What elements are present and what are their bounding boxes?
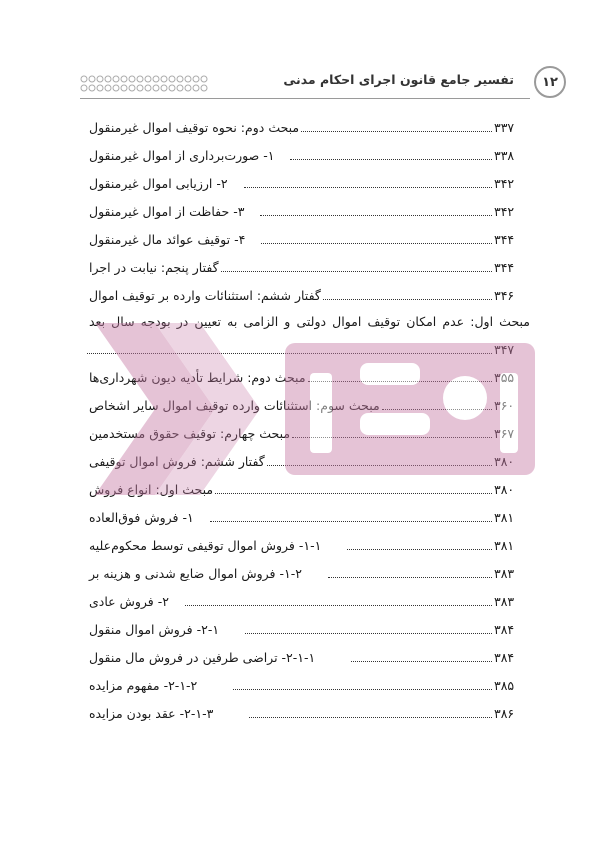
header-divider	[80, 98, 530, 99]
toc-row[interactable]	[85, 642, 530, 670]
toc-row[interactable]	[85, 446, 530, 474]
toc-title: مبحث اول: عدم امکان توقیف اموال دولتی و الزامی به تعیین در بودجه سال بعد	[89, 314, 530, 329]
table-of-contents	[85, 112, 530, 726]
toc-row[interactable]	[85, 196, 530, 224]
toc-title: مبحث دوم: شرایط تأدیه دیون شهرداری‌ها	[89, 370, 306, 385]
toc-page: ۳۶۷	[494, 426, 515, 441]
toc-page: ۳۴۴	[494, 260, 515, 275]
toc-row[interactable]	[85, 362, 530, 390]
toc-row[interactable]	[85, 530, 530, 558]
toc-leader	[244, 186, 492, 188]
toc-title: ۲-۱-۲- مفهوم مزایده	[89, 678, 198, 693]
toc-title: گفتار پنجم: نیابت در اجرا	[89, 260, 219, 275]
toc-page: ۳۸۶	[494, 706, 515, 721]
toc-page: ۳۸۱	[494, 510, 515, 525]
toc-page: ۳۴۷	[494, 342, 515, 357]
toc-leader	[308, 380, 492, 382]
page-header	[80, 68, 558, 102]
toc-leader	[249, 716, 492, 718]
toc-leader	[233, 688, 492, 690]
toc-leader	[261, 242, 492, 244]
toc-leader	[185, 604, 492, 606]
book-title: تفسیر جامع قانون اجرای احکام مدنی	[283, 72, 514, 87]
toc-leader	[323, 298, 492, 300]
toc-leader	[221, 270, 492, 272]
toc-page: ۳۸۰	[494, 454, 515, 469]
toc-page: ۳۳۸	[494, 148, 515, 163]
toc-page: ۳۸۴	[494, 622, 515, 637]
toc-title: ۱- فروش فوق‌العاده	[89, 510, 194, 525]
toc-row[interactable]	[85, 168, 530, 196]
toc-title: مبحث دوم: نحوه توقیف اموال غیرمنقول	[89, 120, 300, 135]
toc-leader	[351, 660, 492, 662]
toc-row[interactable]	[85, 224, 530, 252]
toc-leader	[210, 520, 492, 522]
toc-row[interactable]	[85, 418, 530, 446]
toc-title: ۲- فروش عادی	[89, 594, 169, 609]
toc-page: ۳۸۰	[494, 482, 515, 497]
toc-page: ۳۸۴	[494, 650, 515, 665]
toc-row-wrapped-page[interactable]	[85, 334, 530, 362]
toc-page: ۳۴۴	[494, 232, 515, 247]
toc-page: ۳۵۵	[494, 370, 515, 385]
toc-row[interactable]	[85, 502, 530, 530]
toc-title: مبحث سوم: استثنائات وارده توقیف اموال سایر اشخاص	[89, 398, 380, 413]
toc-title: مبحث چهارم: توقیف حقوق مستخدمین	[89, 426, 291, 441]
toc-title: ۱-۱- فروش اموال توقیفی توسط محکوم‌علیه	[89, 538, 322, 553]
decorative-circles-icon	[80, 74, 214, 94]
toc-row[interactable]	[85, 474, 530, 502]
toc-row[interactable]	[85, 112, 530, 140]
page-number: ۱۲	[534, 66, 566, 98]
toc-row[interactable]	[85, 670, 530, 698]
toc-row[interactable]	[85, 614, 530, 642]
toc-leader	[245, 632, 492, 634]
toc-leader	[382, 408, 492, 410]
toc-row-wrapped-title[interactable]	[85, 308, 530, 334]
toc-title: ۱-۲- فروش اموال ضایع شدنی و هزینه بر	[89, 566, 302, 581]
toc-leader	[87, 352, 492, 354]
toc-page: ۳۴۶	[494, 288, 515, 303]
toc-title: ۴- توقیف عوائد مال غیرمنقول	[89, 232, 246, 247]
toc-page: ۳۸۳	[494, 594, 515, 609]
toc-page: ۳۸۱	[494, 538, 515, 553]
toc-title: گفتار ششم: استثنائات وارده بر توقیف اموال	[89, 288, 321, 303]
toc-title: ۳- حفاظت از اموال غیرمنقول	[89, 204, 245, 219]
toc-row[interactable]	[85, 140, 530, 168]
toc-row[interactable]	[85, 586, 530, 614]
toc-title: گفتار ششم: فروش اموال توقیفی	[89, 454, 265, 469]
toc-leader	[267, 464, 492, 466]
toc-page: ۳۸۵	[494, 678, 515, 693]
toc-row[interactable]	[85, 698, 530, 726]
toc-page: ۳۴۲	[494, 176, 515, 191]
toc-row[interactable]	[85, 280, 530, 308]
toc-title: ۲-۱-۳- عقد بودن مزایده	[89, 706, 214, 721]
toc-leader	[292, 436, 492, 438]
toc-title: مبحث اول: انواع فروش	[89, 482, 214, 497]
toc-title: ۲- ارزیابی اموال غیرمنقول	[89, 176, 228, 191]
toc-leader	[215, 492, 492, 494]
toc-page: ۳۴۲	[494, 204, 515, 219]
toc-leader	[328, 576, 492, 578]
toc-title: ۲-۱- فروش اموال منقول	[89, 622, 220, 637]
toc-leader	[260, 214, 492, 216]
toc-leader	[290, 158, 492, 160]
toc-title: ۲-۱-۱- تراضی طرفین در فروش مال منقول	[89, 650, 316, 665]
toc-leader	[301, 130, 492, 132]
toc-page: ۳۶۰	[494, 398, 515, 413]
toc-row[interactable]	[85, 252, 530, 280]
toc-page: ۳۸۳	[494, 566, 515, 581]
toc-page: ۳۳۷	[494, 120, 515, 135]
toc-row[interactable]	[85, 390, 530, 418]
toc-leader	[347, 548, 492, 550]
toc-row[interactable]	[85, 558, 530, 586]
toc-title: ۱- صورت‌برداری از اموال غیرمنقول	[89, 148, 275, 163]
